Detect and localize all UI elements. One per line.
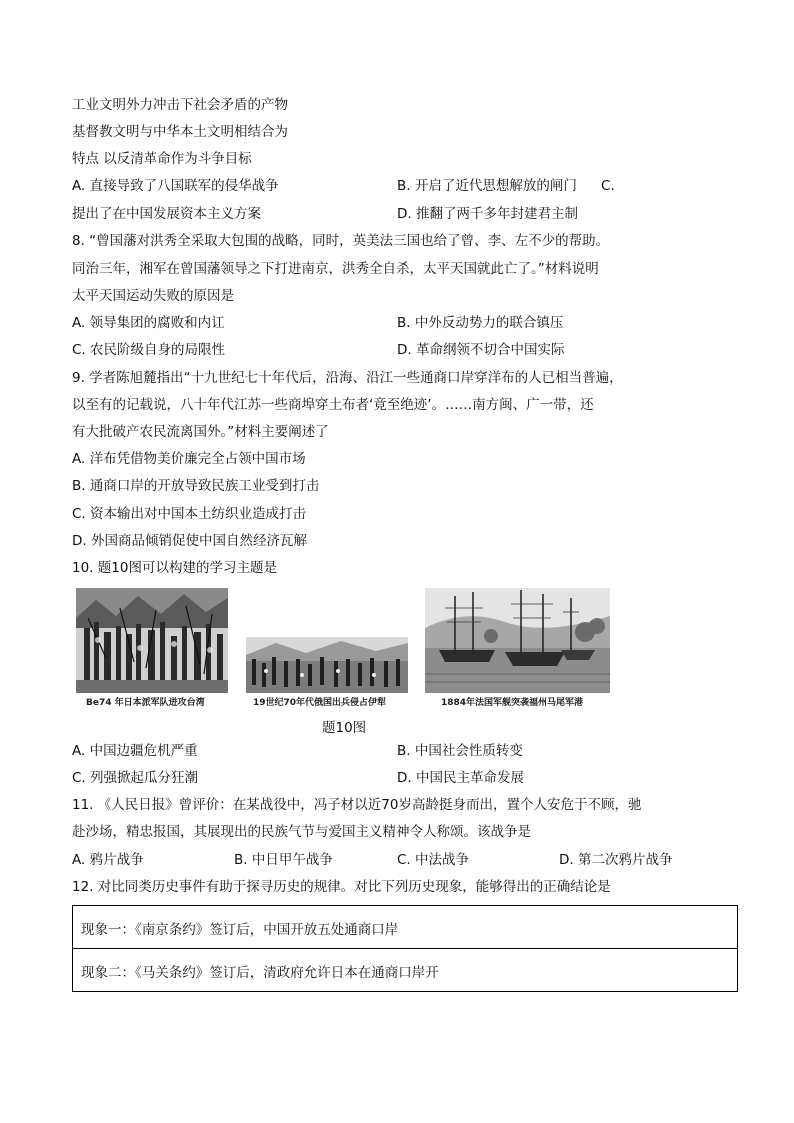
- photo-russia-ili: [246, 637, 408, 693]
- q8-option-d: D. 革命纲领不切合中国实际: [397, 342, 565, 358]
- q12-stem: 12. 对比同类历史事件有助于探寻历史的规律。对比下列历史现象，能够得出的正确结论是: [72, 879, 611, 895]
- q7-option-c-label: C.: [601, 178, 615, 194]
- phenomena-row-2: [73, 949, 737, 992]
- figure-caption: 题10图: [322, 720, 367, 736]
- q9-option-d: D. 外国商品倾销促使中国自然经济瓦解: [72, 533, 307, 549]
- q7-option-d: D. 推翻了两千多年封建君主制: [397, 206, 578, 222]
- photo-caption-1: Be74 年日本派军队进攻台湾: [86, 698, 205, 708]
- q9-option-c: C. 资本输出对中国本土纺织业造成打击: [72, 506, 307, 522]
- q9-option-b: B. 通商口岸的开放导致民族工业受到打击: [72, 478, 320, 494]
- q7-option-b: B. 开启了近代思想解放的闸门: [397, 178, 577, 194]
- q10-stem: 10. 题10图可以构建的学习主题是: [72, 560, 277, 576]
- q11-option-b: B. 中日甲午战争: [234, 852, 333, 868]
- q11-stem-line-1: 11. 《人民日报》曾评价：在某战役中，冯子材以近70岁高龄挺身而出，置个人安危于不顾，驰: [72, 797, 642, 813]
- q11-option-d: D. 第二次鸦片战争: [559, 852, 673, 868]
- photo-france-mawei: [425, 588, 610, 693]
- q8-stem-line-2: 同治三年，湘军在曾国藩领导之下打进南京，洪秀全自杀，太平天国就此亡了。”材料说明: [72, 261, 599, 277]
- q8-option-b: B. 中外反动势力的联合镇压: [397, 315, 564, 331]
- intro-line-3: 特点 以反清革命作为斗争目标: [72, 151, 252, 167]
- phenomenon-one: 现象一：《南京条约》签订后，中国开放五处通商口岸: [81, 922, 399, 938]
- q10-option-d: D. 中国民主革命发展: [397, 770, 524, 786]
- intro-line-1: 工业文明外力冲击下社会矛盾的产物: [72, 97, 288, 113]
- phenomena-table: [72, 905, 738, 992]
- q8-option-a: A. 领导集团的腐败和内讧: [72, 315, 225, 331]
- intro-line-2: 基督教文明与中华本土文明相结合为: [72, 124, 288, 140]
- photo-caption-3: 1884年法国军舰突袭福州马尾军港: [441, 698, 584, 708]
- photo-japan-taiwan: [76, 588, 228, 693]
- q11-option-a: A. 鸦片战争: [72, 852, 144, 868]
- q9-stem-line-3: 有大批破产农民流离国外。”材料主要阐述了: [72, 424, 329, 440]
- phenomenon-two: 现象二：《马关条约》签订后，清政府允许日本在通商口岸开: [81, 965, 439, 981]
- photo-caption-2: 19世纪70年代俄国出兵侵占伊犁: [253, 698, 387, 708]
- q8-stem-line-3: 太平天国运动失败的原因是: [72, 288, 234, 304]
- q8-option-c: C. 农民阶级自身的局限性: [72, 342, 226, 358]
- phenomena-row-1: [73, 906, 737, 949]
- q11-stem-line-2: 赴沙场，精忠报国，其展现出的民族气节与爱国主义精神令人称颂。该战争是: [72, 824, 531, 840]
- q9-stem-line-1: 9. 学者陈旭麓指出“十九世纪七十年代后，沿海、沿江一些通商口岸穿洋布的人已相当普遍，: [72, 370, 623, 386]
- q9-stem-line-2: 以至有的记载说，八十年代江苏一些商埠穿土布者‘竟至绝迹’。……南方闽、广一带，还: [72, 397, 594, 413]
- q9-option-a: A. 洋布凭借物美价廉完全占领中国市场: [72, 451, 306, 467]
- q7-option-a: A. 直接导致了八国联军的侵华战争: [72, 178, 279, 194]
- q8-stem-line-1: 8. “曾国藩对洪秀全采取大包围的战略，同时，英美法三国也给了曾、李、左不少的帮助。: [72, 233, 610, 249]
- q7-option-c-text: 提出了在中国发展资本主义方案: [72, 206, 261, 222]
- q10-option-b: B. 中国社会性质转变: [397, 743, 523, 759]
- q10-option-c: C. 列强掀起瓜分狂潮: [72, 770, 199, 786]
- q10-option-a: A. 中国边疆危机严重: [72, 743, 198, 759]
- q11-option-c: C. 中法战争: [397, 852, 470, 868]
